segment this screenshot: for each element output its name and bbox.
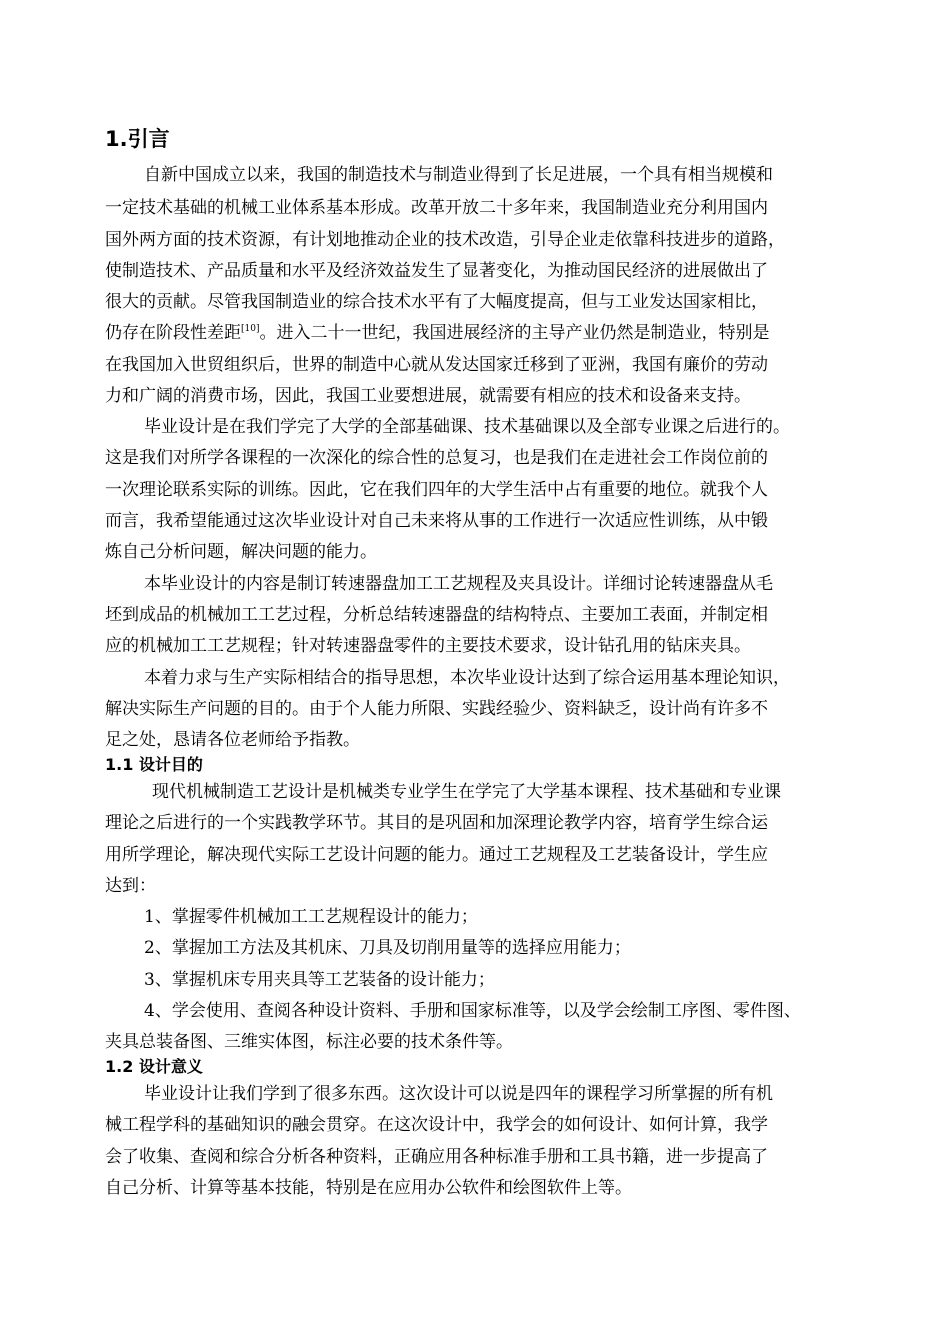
paragraph-line: 坯到成品的机械加工工艺过程，分析总结转速器盘的结构特点、主要加工表面，并制定相 xyxy=(105,605,768,625)
paragraph-line: 自己分析、计算等基本技能，特别是在应用办公软件和绘图软件上等。 xyxy=(105,1178,632,1198)
paragraph-line: 在我国加入世贸组织后，世界的制造中心就从发达国家迁移到了亚洲，我国有廉价的劳动 xyxy=(105,355,768,375)
paragraph-line: 会了收集、查阅和综合分析各种资料，正确应用各种标准手册和工具书籍，进一步提高了 xyxy=(105,1147,768,1167)
paragraph-line: 足之处，恳请各位老师给予指教。 xyxy=(105,730,360,750)
paragraph-line: 应的机械加工工艺规程；针对转速器盘零件的主要技术要求，设计钻孔用的钻床夹具。 xyxy=(105,636,751,656)
list-item: 2、掌握加工方法及其机床、刀具及切削用量等的选择应用能力； xyxy=(144,938,631,958)
paragraph-line: 用所学理论，解决现代实际工艺设计问题的能力。通过工艺规程及工艺装备设计，学生应 xyxy=(105,845,768,865)
list-item-continuation: 夹具总装备图、三维实体图，标注必要的技术条件等。 xyxy=(105,1032,513,1052)
list-item: 4、学会使用、查阅各种设计资料、手册和国家标准等，以及学会绘制工序图、零件图、 xyxy=(144,1001,801,1021)
paragraph-line: 毕业设计让我们学到了很多东西。这次设计可以说是四年的课程学习所掌握的所有机 xyxy=(144,1084,773,1104)
paragraph-line: 一定技术基础的机械工业体系基本形成。改革开放二十多年来，我国制造业充分利用国内 xyxy=(105,198,768,218)
subsection-heading-design-purpose: 1.1 设计目的 xyxy=(105,755,203,774)
text-span: 。进入二十一世纪，我国进展经济的主导产业仍然是制造业，特别是 xyxy=(259,323,770,343)
paragraph-line: 使制造技术、产品质量和水平及经济效益发生了显著变化，为推动国民经济的进展做出了 xyxy=(105,261,768,281)
paragraph-line-with-citation xyxy=(105,321,769,345)
paragraph-line: 炼自己分析问题，解决问题的能力。 xyxy=(105,542,377,562)
paragraph-line: 现代机械制造工艺设计是机械类专业学生在学完了大学基本课程、技术基础和专业课 xyxy=(152,782,781,802)
paragraph-line: 很大的贡献。尽管我国制造业的综合技术水平有了大幅度提高，但与工业发达国家相比， xyxy=(105,292,768,312)
paragraph-line: 解决实际生产问题的目的。由于个人能力所限、实践经验少、资料缺乏，设计尚有许多不 xyxy=(105,699,768,719)
section-title-introduction: 1.引言 xyxy=(105,127,170,151)
paragraph-line: 一次理论联系实际的训练。因此，它在我们四年的大学生活中占有重要的地位。就我个人 xyxy=(105,480,768,500)
paragraph-line: 毕业设计是在我们学完了大学的全部基础课、技术基础课以及全部专业课之后进行的。 xyxy=(144,417,790,437)
citation-ref: [10] xyxy=(241,324,260,334)
paragraph-line: 理论之后进行的一个实践教学环节。其目的是巩固和加深理论教学内容，培育学生综合运 xyxy=(105,813,768,833)
paragraph-line: 本着力求与生产实际相结合的指导思想，本次毕业设计达到了综合运用基本理论知识， xyxy=(144,668,790,688)
paragraph-line: 达到： xyxy=(105,876,156,896)
paragraph-line: 本毕业设计的内容是制订转速器盘加工工艺规程及夹具设计。详细讨论转速器盘从毛 xyxy=(144,574,773,594)
list-item: 3、掌握机床专用夹具等工艺装备的设计能力； xyxy=(144,970,495,990)
paragraph-line: 力和广阔的消费市场，因此，我国工业要想进展，就需要有相应的技术和设备来支持。 xyxy=(105,386,751,406)
text-span: 仍存在阶段性差距 xyxy=(105,323,241,343)
paragraph-line: 自新中国成立以来，我国的制造技术与制造业得到了长足进展，一个具有相当规模和 xyxy=(144,165,773,185)
paragraph-line: 而言，我希望能通过这次毕业设计对自己未来将从事的工作进行一次适应性训练，从中锻 xyxy=(105,511,768,531)
subsection-heading-design-significance: 1.2 设计意义 xyxy=(105,1057,203,1076)
paragraph-line: 械工程学科的基础知识的融会贯穿。在这次设计中，我学会的如何设计、如何计算，我学 xyxy=(105,1115,768,1135)
paragraph-line: 这是我们对所学各课程的一次深化的综合性的总复习，也是我们在走进社会工作岗位前的 xyxy=(105,448,768,468)
paragraph-line: 国外两方面的技术资源，有计划地推动企业的技术改造，引导企业走依靠科技进步的道路， xyxy=(105,230,785,250)
list-item: 1、掌握零件机械加工工艺规程设计的能力； xyxy=(144,907,478,927)
